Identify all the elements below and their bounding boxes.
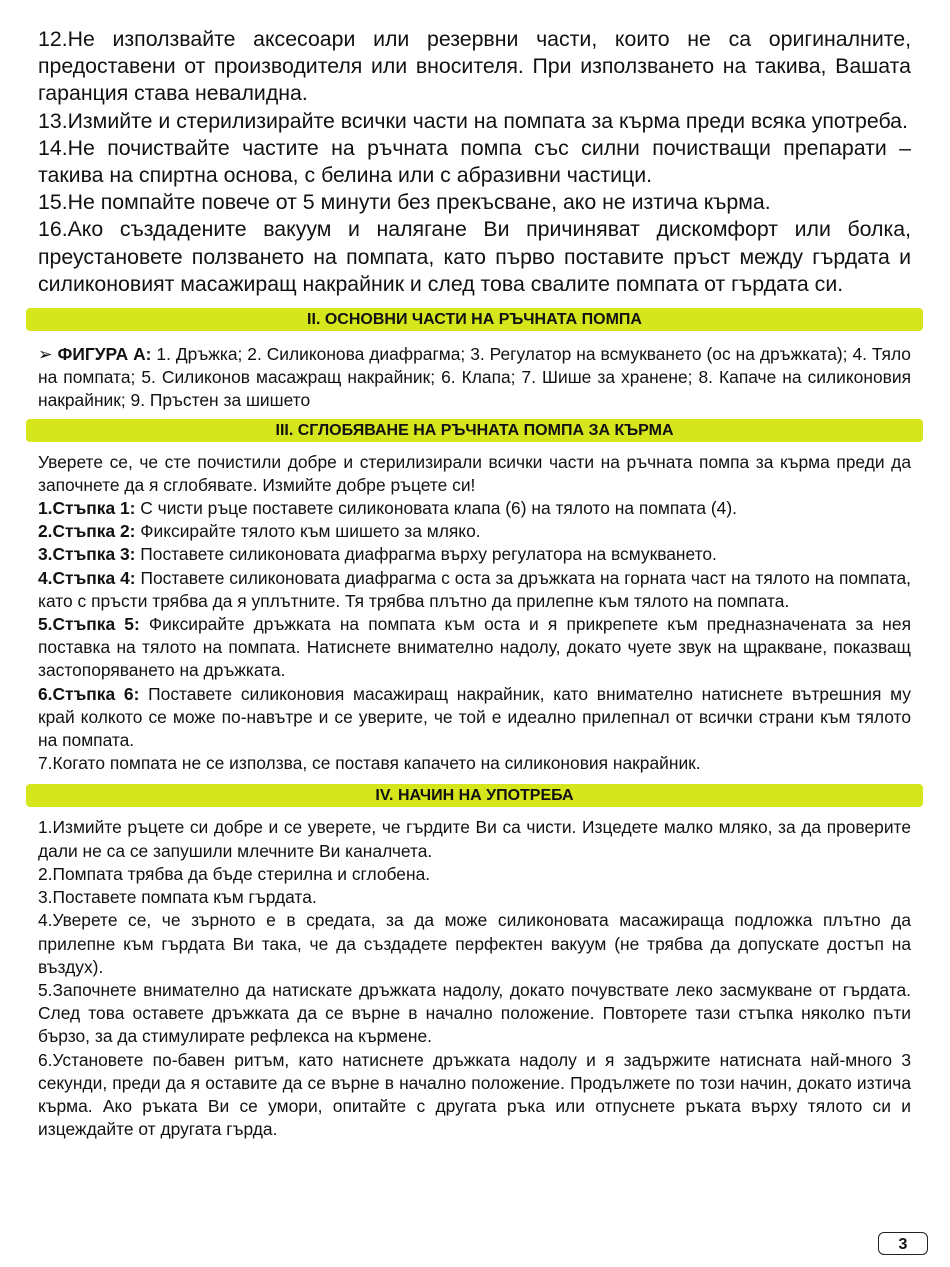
step-text: Фиксирайте дръжката на помпата към оста и я прикрепете към предназначената за нея поставка на тялото на помпата. Натиснете внимателно надолу, докато чуете звук на щракване, показващ застопоряването на дръжката. — [38, 614, 911, 681]
section-3-heading: III. СГЛОБЯВАНЕ НА РЪЧНАТА ПОМПА ЗА КЪРМА — [26, 419, 923, 442]
list-item: 16.Ако създадените вакуум и налягане Ви причиняват дискомфорт или болка, преустановете ползването на помпата, като първо поставите пръст между гърдата и силиконовият масажиращ накрайник и след това свалите помпата от гърдата си. — [38, 217, 911, 296]
step-item — [38, 683, 911, 753]
step-label: 3.Стъпка 3: — [38, 544, 136, 565]
step-item — [38, 520, 911, 543]
step-item — [38, 543, 911, 566]
list-item: 12.Не използвайте аксесоари или резервни части, които не са оригиналните, предоставени от производителя или вносителя. При използването на такива, Вашата гаранция става невалидна. — [38, 27, 911, 106]
step-text: Фиксирайте тялото към шишето за мляко. — [135, 521, 481, 542]
list-item: 15.Не помпайте повече от 5 минути без прекъсване, ако не изтича кърма. — [38, 190, 771, 215]
step-item — [38, 567, 911, 613]
step-text: С чисти ръце поставете силиконовата клапа (6) на тялото на помпата (4). — [135, 498, 737, 519]
step-label: 4.Стъпка 4: — [38, 567, 136, 588]
usage-item: 6.Установете по-бавен ритъм, като натиснете дръжката надолу и я задържите натисната най-много 3 секунди, преди да я оставите да се върне в начално положение. Продължете по този начин, докато изтича кърма. Ако ръката Ви се умори, опитайте с другата ръка или отпуснете ръката върху тялото си и изцеждайте от другата гърда. — [38, 1049, 911, 1140]
step-label: 5.Стъпка 5: — [38, 614, 140, 635]
list-item: 14.Не почиствайте частите на ръчната помпа със силни почистващи препарати – такива на спиртна основа, с белина или с абразивни частици. — [38, 135, 911, 188]
figure-a-text: 1. Дръжка; 2. Силиконова диафрагма; 3. Регулатор на всмукването (ос на дръжката); 4. Тяло на помпата; 5. Силиконов масажращ накрайник; 6. Клапа; 7. Шише за хранене; 8. Капаче на силиконовия накрайник; 9. Пръстен за шишето — [38, 344, 911, 411]
usage-item: 4.Уверете се, че зърното е в средата, за да може силиконовата масажираща подложка плътно да прилепне към гърдата Ви така, че да създадете перфектен вакуум (не трябва да допускате достъп на въздух). — [38, 910, 911, 977]
document-page — [38, 26, 911, 1141]
step-item — [38, 613, 911, 683]
step-label: 2.Стъпка 2: — [38, 521, 136, 542]
usage-item: 5.Започнете внимателно да натискате дръжката надолу, докато почувствате леко засмукване от гърдата. След това оставете дръжката да се върне в начално положение. Повторете тази стъпка няколко пъти бързо, за да стимулирате рефлекса на кърмене. — [38, 979, 911, 1047]
section-4-heading: IV. НАЧИН НА УПОТРЕБА — [26, 784, 923, 807]
arrow-bullet-icon: ➢ — [38, 344, 53, 365]
list-item: 13.Измийте и стерилизирайте всички части на помпата за кърма преди всяка употреба. — [38, 108, 908, 133]
step-text: Поставете силиконовия масажиращ накрайник, като внимателно натиснете вътрешния му край колкото се може по-навътре и се уверите, че той е идеално прилепнал от всички страни към тялото на помпата. — [38, 683, 911, 751]
page-number: 3 — [878, 1232, 928, 1255]
section-3-body — [38, 451, 911, 776]
step-text: Поставете силиконовата диафрагма с оста за дръжката на горната част на тялото на помпата, като с пръсти трябва да я уплътните. Тя трябва плътно да прилепне към тялото на помпата. — [38, 567, 911, 611]
step-text: Поставете силиконовата диафрагма върху регулатора на всмукването. — [135, 544, 717, 565]
intro-list — [38, 26, 911, 298]
figure-a-paragraph — [38, 343, 911, 413]
section-3-intro: Уверете се, че сте почистили добре и стерилизирали всички части на ръчната помпа за кърма преди да започнете да я сглобявате. Измийте добре ръцете си! — [38, 451, 911, 495]
step-label: 1.Стъпка 1: — [38, 498, 136, 519]
section-2-body — [38, 343, 911, 413]
step-label: 6.Стъпка 6: — [38, 683, 140, 704]
step-item-last: 7.Когато помпата не се използва, се поставя капачето на силиконовия накрайник. — [38, 753, 701, 774]
usage-item: 1.Измийте ръцете си добре и се уверете, че гърдите Ви са чисти. Изцедете малко мляко, за да проверите дали не са се запушили млечните Ви каналчета. — [38, 817, 911, 861]
figure-a-label: ФИГУРА А: — [57, 344, 152, 365]
usage-item: 3.Поставете помпата към гърдата. — [38, 887, 317, 908]
step-item — [38, 497, 911, 520]
usage-item: 2.Помпата трябва да бъде стерилна и сглобена. — [38, 863, 431, 884]
section-2-heading: II. ОСНОВНИ ЧАСТИ НА РЪЧНАТА ПОМПА — [26, 308, 923, 331]
section-4-body — [38, 816, 911, 1141]
